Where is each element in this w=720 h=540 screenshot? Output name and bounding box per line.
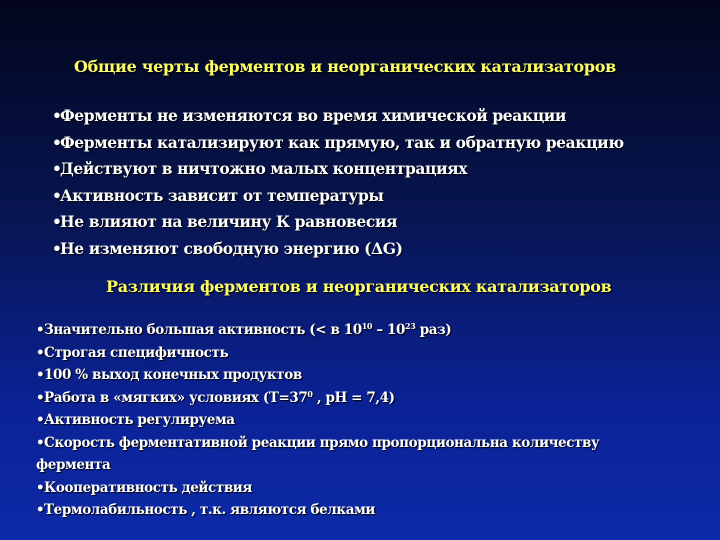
list-item-text: Кооперативность действия: [44, 479, 252, 496]
superscript: 10: [361, 321, 373, 331]
bullet: •: [36, 389, 45, 406]
list-item-text: Значительно большая активность (< в 10: [44, 322, 362, 338]
bullet: •: [36, 502, 45, 518]
differences-list: [36, 319, 676, 522]
bullet: •: [52, 132, 62, 152]
list-item: [36, 477, 676, 500]
bullet: •: [36, 367, 45, 383]
list-item: [36, 409, 676, 432]
superscript: 0: [307, 388, 313, 399]
bullet: •: [52, 106, 62, 125]
list-item: [36, 432, 676, 477]
list-item: [52, 183, 712, 210]
list-item-text: Не изменяют свободную энергию (ΔG): [60, 238, 403, 258]
list-item-text: Активность регулируема: [44, 412, 235, 428]
bullet: •: [36, 322, 45, 338]
similarities-heading: Общие черты ферментов и неорганических катализаторов: [74, 57, 616, 76]
list-item-text: Термолабильность , т.к. являются белками: [44, 502, 376, 518]
list-item-text: 100 % выход конечных продуктов: [44, 367, 302, 383]
list-item-text: Действуют в ничтожно малых концентрациях: [60, 159, 468, 178]
list-item-text: раз): [415, 322, 452, 338]
list-item-text: Работа в «мягких» условиях (Т=37: [44, 389, 308, 406]
bullet: •: [52, 212, 62, 231]
list-item-text: Строгая специфичность: [44, 344, 229, 361]
list-item-text: , рН = 7,4): [312, 389, 395, 406]
list-item: [36, 364, 676, 387]
list-item-text: – 10: [372, 322, 406, 338]
list-item: [36, 387, 676, 410]
list-item: [36, 499, 676, 522]
list-item-text: Ферменты не изменяются во время химической реакции: [60, 106, 566, 125]
list-item: [52, 209, 712, 236]
list-item: [52, 236, 712, 263]
bullet: •: [36, 434, 45, 451]
list-item-text: Скорость ферментативной реакции прямо пропорциональна количеству фермента: [36, 434, 600, 473]
bullet: •: [52, 185, 62, 205]
bullet: •: [52, 159, 62, 178]
list-item: [36, 319, 676, 342]
list-item-text: Не влияют на величину К равновесия: [60, 212, 398, 231]
bullet: •: [36, 344, 45, 361]
list-item: [52, 103, 712, 130]
list-item-text: Ферменты катализируют как прямую, так и обратную реакцию: [60, 132, 624, 152]
list-item: [52, 130, 712, 157]
superscript: 23: [405, 321, 416, 331]
differences-heading: Различия ферментов и неорганических катализаторов: [106, 277, 612, 296]
bullet: •: [52, 238, 62, 258]
similarities-list: [52, 103, 712, 262]
list-item: [36, 342, 676, 365]
list-item: [52, 156, 712, 183]
bullet: •: [36, 412, 45, 428]
list-item-text: Активность зависит от температуры: [60, 185, 384, 205]
bullet: •: [36, 479, 45, 496]
